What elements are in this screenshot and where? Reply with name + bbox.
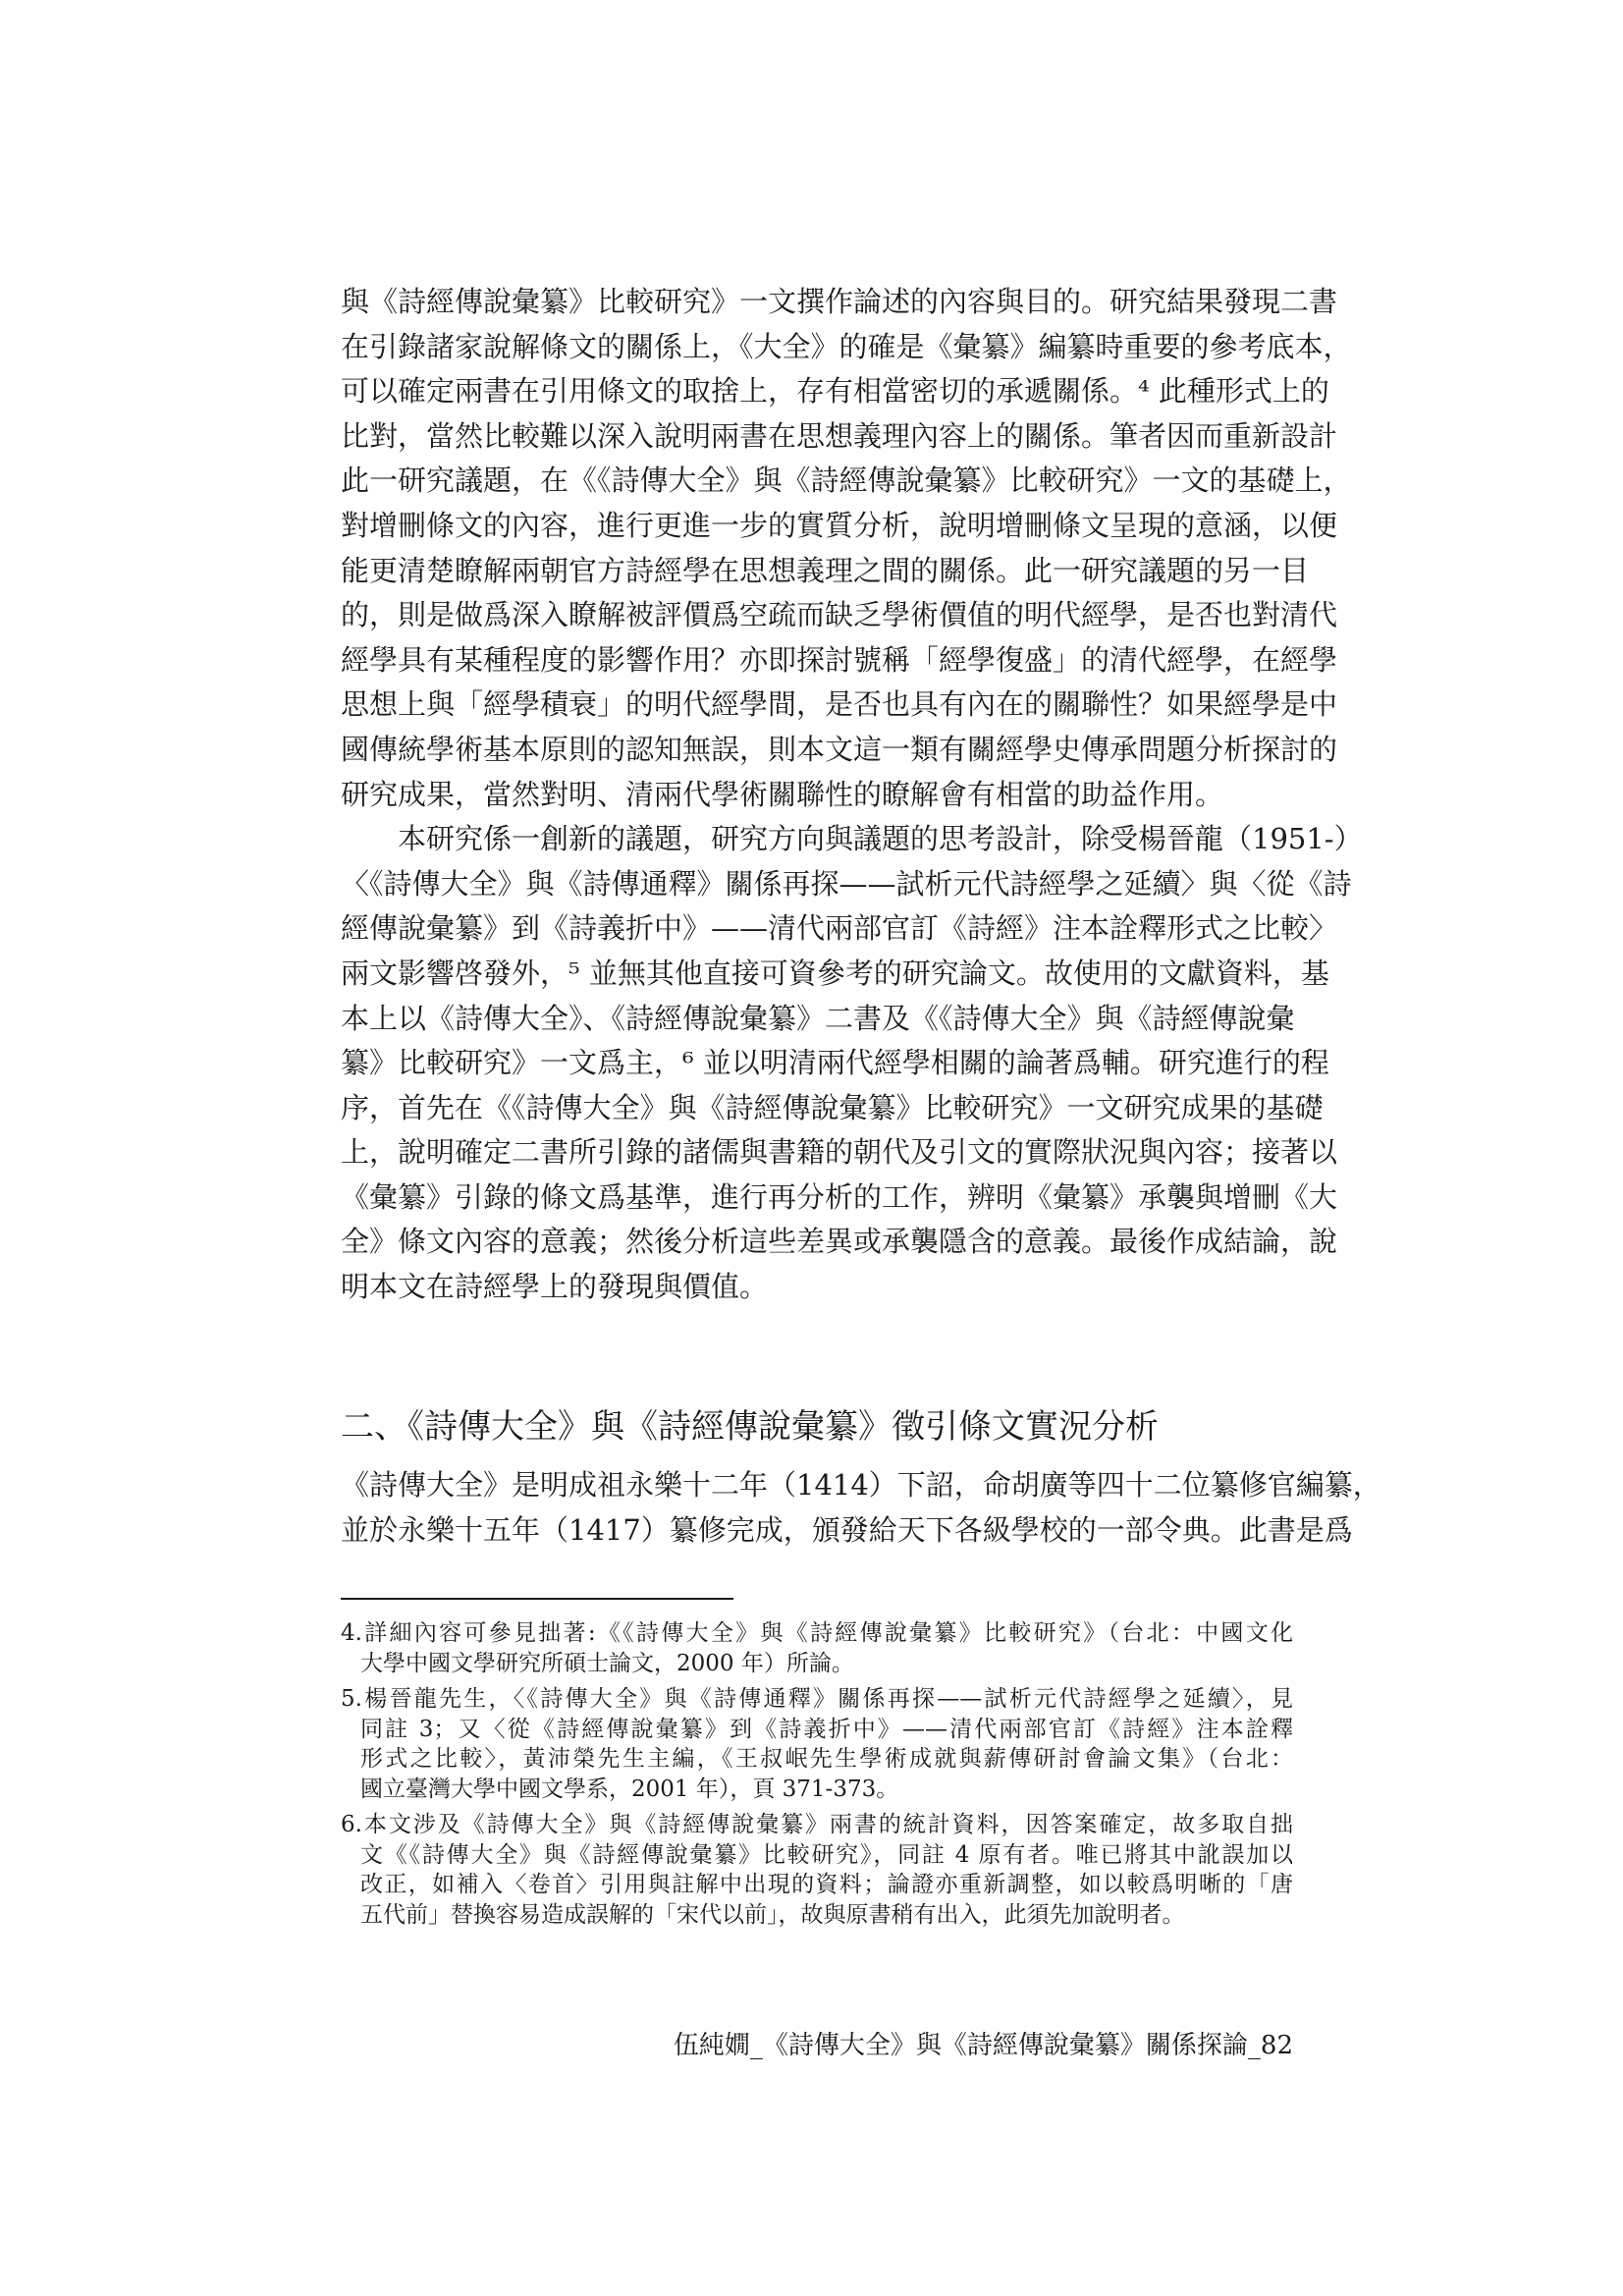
text-line: 〈《詩傳大全》與《詩傳通釋》關係再探——試析元代詩經學之延續〉與〈從《詩 — [341, 866, 1352, 901]
page-footer: 伍純嫺_《詩傳大全》與《詩經傳說彙纂》關係探論_82 — [673, 2031, 1293, 2060]
text-line: 《詩傳大全》是明成祖永樂十二年（1414）下詔，命胡廣等四十二位纂修官編纂， — [341, 1468, 1381, 1502]
text-line: 全》條文內容的意義；然後分析這些差異或承襲隱含的意義。最後作成結論，說 — [341, 1225, 1338, 1259]
footnote-4 — [341, 1618, 1293, 1678]
section-paragraph — [341, 1463, 1381, 1553]
footnote-divider — [341, 1598, 733, 1600]
text-line: 兩文影響啓發外，⁵ 並無其他直接可資參考的研究論文。故使用的文獻資料，基 — [341, 956, 1329, 990]
text-line: 本研究係一創新的議題，研究方向與議題的思考設計，除受楊晉龍（1951-） — [398, 822, 1363, 856]
footnote-line: 6.本文涉及《詩傳大全》與《詩經傳說彙纂》兩書的統計資料，因答案確定，故多取自拙 — [341, 1812, 1293, 1837]
paragraph-1 — [341, 280, 1352, 817]
text-line: 纂》比較研究》一文爲主，⁶ 並以明清兩代經學相關的論著爲輔。研究進行的程 — [341, 1046, 1329, 1080]
text-line: 可以確定兩書在引用條文的取捨上，存有相當密切的承遞關係。⁴ 此種形式上的 — [341, 374, 1329, 409]
footnote-line: 國立臺灣大學中國文學系，2001 年），頁 371-373。 — [360, 1776, 899, 1802]
text-line: 經學具有某種程度的影響作用？亦即探討號稱「經學復盛」的清代經學，在經學 — [341, 642, 1338, 677]
footnote-line: 大學中國文學研究所碩士論文，2000 年）所論。 — [360, 1650, 854, 1676]
text-line: 經傳說彙纂》到《詩義折中》——清代兩部官訂《詩經》注本詮釋形式之比較〉 — [341, 911, 1338, 946]
footnote-line: 同註 3；又〈從《詩經傳說彙纂》到《詩義折中》——清代兩部官訂《詩經》注本詮釋 — [360, 1716, 1293, 1742]
text-line: 本上以《詩傳大全》、《詩經傳說彙纂》二書及《《詩傳大全》與《詩經傳說彙 — [341, 1001, 1295, 1035]
text-line: 研究成果，當然對明、清兩代學術關聯性的瞭解會有相當的助益作用。 — [341, 777, 1224, 811]
body-text — [341, 280, 1363, 1310]
footnote-line: 5.楊晉龍先生，〈《詩傳大全》與《詩傳通釋》關係再探——試析元代詩經學之延續〉，見 — [341, 1686, 1293, 1712]
paragraph-2 — [341, 817, 1363, 1310]
footnote-line: 五代前」替換容易造成誤解的「宋代以前」，故與原書稍有出入，此須先加說明者。 — [360, 1901, 1185, 1928]
text-line: 明本文在詩經學上的發現與價值。 — [341, 1270, 769, 1304]
footnotes — [341, 1618, 1293, 1936]
text-line: 能更清楚瞭解兩朝官方詩經學在思想義理之間的關係。此一研究議題的另一目 — [341, 553, 1310, 587]
footnote-line: 形式之比較〉，黃沛榮先生主編，《王叔岷先生學術成就與薪傳研討會論文集》（台北： — [360, 1746, 1293, 1772]
text-line: 國傳統學術基本原則的認知無誤，則本文這一類有關經學史傳承問題分析探討的 — [341, 732, 1338, 766]
text-line: 比對，當然比較難以深入說明兩書在思想義理內容上的關係。筆者因而重新設計 — [341, 418, 1338, 453]
footnote-5 — [341, 1684, 1293, 1804]
text-line: 上，說明確定二書所引錄的諸儒與書籍的朝代及引文的實際狀況與內容；接著以 — [341, 1135, 1338, 1170]
text-line: 序，首先在《《詩傳大全》與《詩經傳說彙纂》比較研究》一文研究成果的基礎 — [341, 1090, 1324, 1124]
footnote-line: 文《《詩傳大全》與《詩經傳說彙纂》比較研究》，同註 4 原有者。唯已將其中訛誤加以 — [360, 1841, 1293, 1868]
text-line: 《彙纂》引錄的條文爲基準，進行再分析的工作，辨明《彙纂》承襲與增刪《大 — [341, 1179, 1338, 1214]
footnote-6 — [341, 1810, 1293, 1930]
section-heading: 二、《詩傳大全》與《詩經傳說彙纂》徵引條文實況分析 — [341, 1407, 1159, 1447]
text-line: 此一研究議題，在《《詩傳大全》與《詩經傳說彙纂》比較研究》一文的基礎上， — [341, 464, 1352, 498]
text-line: 並於永樂十五年（1417）纂修完成，頒發給天下各級學校的一部令典。此書是爲 — [341, 1512, 1353, 1547]
text-line: 思想上與「經學積衰」的明代經學間，是否也具有內在的關聯性？如果經學是中 — [341, 687, 1338, 722]
text-line: 的，則是做爲深入瞭解被評價爲空疏而缺乏學術價值的明代經學，是否也對清代 — [341, 598, 1338, 632]
text-line: 對增刪條文的內容，進行更進一步的實質分析，說明增刪條文呈現的意涵，以便 — [341, 508, 1338, 542]
text-line: 在引錄諸家說解條文的關係上，《大全》的確是《彙纂》編纂時重要的參考底本， — [341, 329, 1352, 363]
footnote-line: 4.詳細內容可參見拙著:《《詩傳大全》與《詩經傳說彙纂》比較研究》（台北：中國文化 — [341, 1620, 1293, 1646]
text-line: 與《詩經傳說彙纂》比較研究》一文撰作論述的內容與目的。研究結果發現二書 — [341, 285, 1338, 318]
footnote-line: 改正，如補入〈卷首〉引用與註解中出現的資料；論證亦重新調整，如以較爲明晰的「唐 — [360, 1872, 1293, 1897]
